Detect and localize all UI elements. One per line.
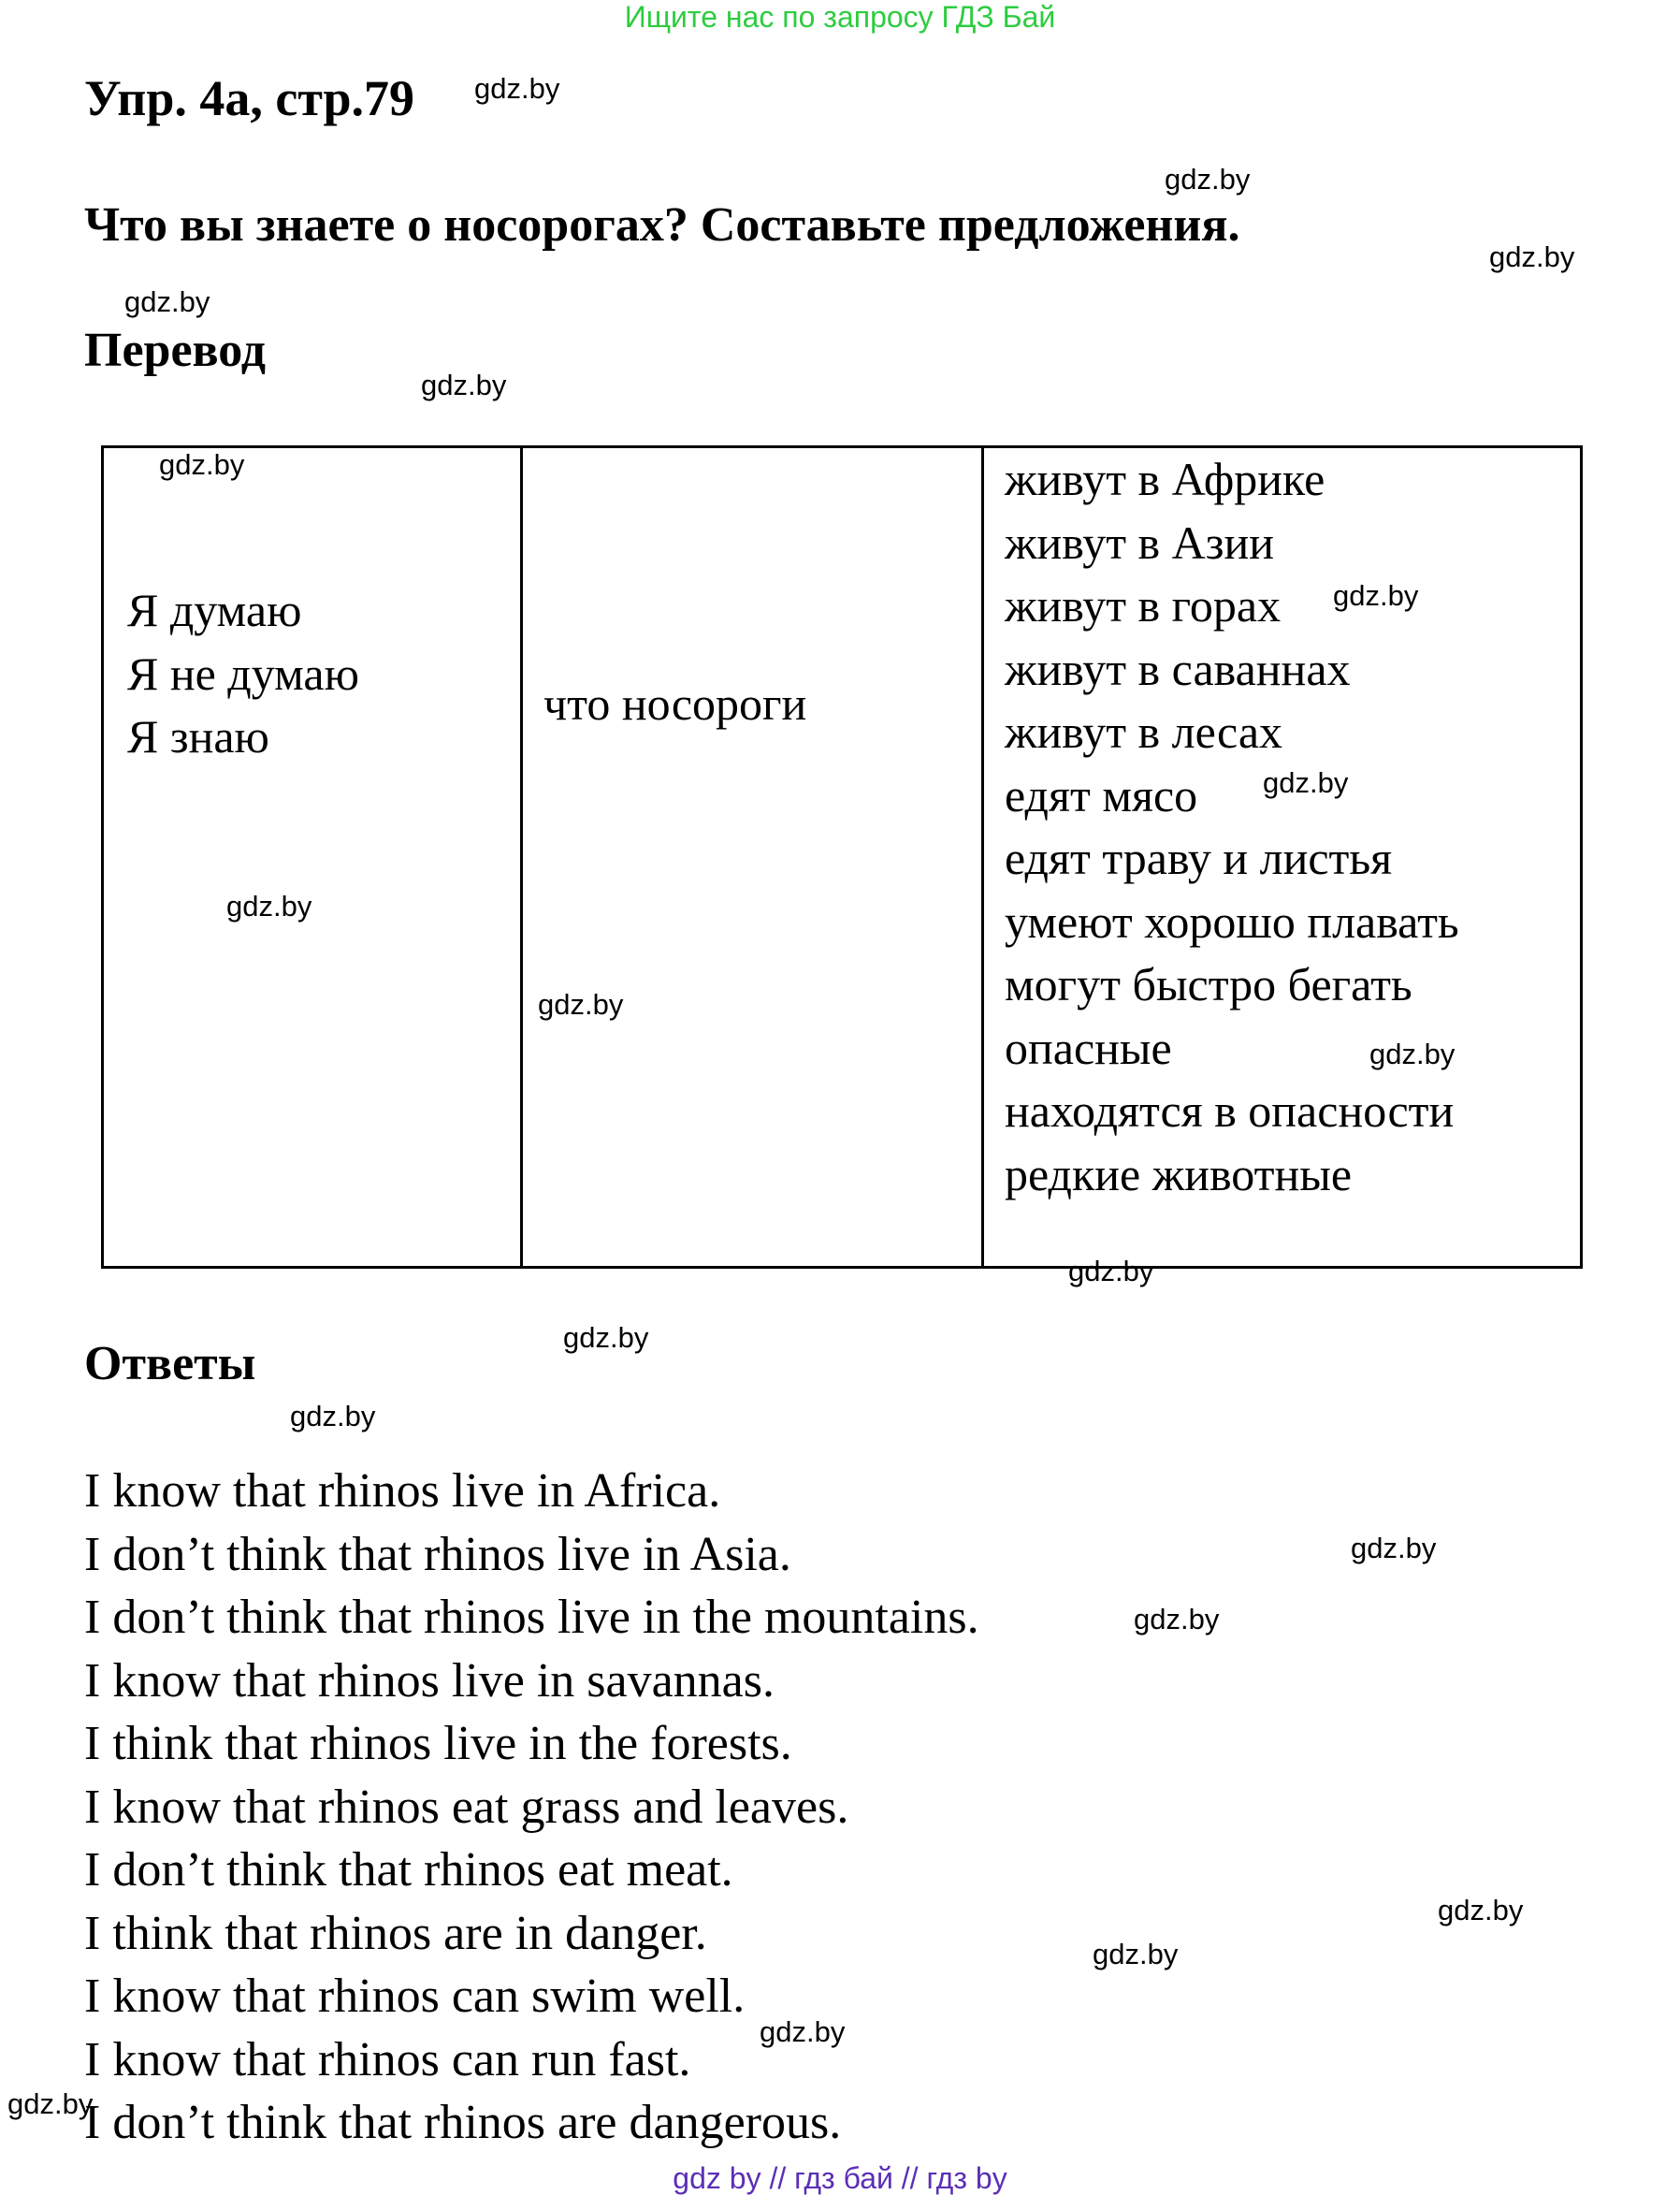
watermark: gdz.by <box>563 1321 649 1354</box>
top-banner[interactable]: Ищите нас по запросу ГДЗ Бай <box>624 0 1056 34</box>
answer-line: I know that rhinos can run fast. <box>84 2032 691 2086</box>
watermark: gdz.by <box>1333 579 1419 612</box>
table-cell: живут в Африке <box>1005 453 1325 505</box>
answer-line: I think that rhinos live in the forests. <box>84 1717 792 1770</box>
watermark: gdz.by <box>1093 1938 1179 1970</box>
answer-line: I know that rhinos can swim well. <box>84 1970 746 2023</box>
answer-line: I know that rhinos live in Africa. <box>84 1464 721 1518</box>
table-cell: умеют хорошо плавать <box>1005 894 1459 948</box>
table-cell: Я не думаю <box>127 647 359 700</box>
watermark: gdz.by <box>1068 1255 1154 1287</box>
watermark: gdz.by <box>474 72 560 105</box>
table-cell: живут в Азии <box>1005 516 1275 569</box>
table-cell: редкие животные <box>1005 1147 1353 1200</box>
watermark: gdz.by <box>1351 1532 1437 1564</box>
watermark: gdz.by <box>226 890 312 923</box>
watermark: gdz.by <box>1263 766 1349 799</box>
answer-line: I know that rhinos eat grass and leaves. <box>84 1780 849 1834</box>
watermark: gdz.by <box>1489 240 1575 273</box>
table-cell: опасные <box>1005 1021 1172 1074</box>
answer-line: I don’t think that rhinos live in Asia. <box>84 1527 791 1581</box>
task-heading: Что вы знаете о носорогах? Составьте предложения. <box>84 198 1240 252</box>
answers-list <box>84 1460 979 2155</box>
translation-heading: Перевод <box>84 324 267 377</box>
table-cell: живут в лесах <box>1005 705 1283 758</box>
translation-table <box>101 445 1583 1269</box>
watermark: gdz.by <box>538 988 624 1021</box>
table-cell: находятся в опасности <box>1005 1084 1455 1137</box>
watermark: gdz.by <box>1165 163 1251 196</box>
table-cell: живут в горах <box>1005 579 1282 632</box>
table-cell: могут быстро бегать <box>1005 958 1412 1010</box>
watermark: gdz.by <box>290 1400 376 1432</box>
answer-line: I don’t think that rhinos are dangerous. <box>84 2096 842 2149</box>
watermark: gdz.by <box>159 448 245 481</box>
table-cell: Я думаю <box>127 584 302 636</box>
table-cell: едят траву и листья <box>1005 832 1393 884</box>
answers-heading: Ответы <box>84 1337 256 1390</box>
watermark: gdz.by <box>1438 1894 1524 1926</box>
watermark: gdz.by <box>1134 1603 1220 1635</box>
watermark: gdz.by <box>1369 1038 1456 1070</box>
footer-links[interactable]: gdz by // гдз бай // гдз by <box>673 2161 1007 2195</box>
watermark: gdz.by <box>421 369 507 401</box>
table-cell: живут в саваннах <box>1005 642 1351 695</box>
exercise-title: Упр. 4а, стр.79 <box>84 70 415 126</box>
watermark: gdz.by <box>124 285 210 318</box>
table-cell: что носороги <box>543 677 807 730</box>
answer-line: I know that rhinos live in savannas. <box>84 1653 775 1708</box>
answer-line: I think that rhinos are in danger. <box>84 1906 707 1960</box>
table-column-subject <box>104 448 520 1266</box>
table-cell: Я знаю <box>127 710 269 763</box>
watermark: gdz.by <box>7 2087 94 2120</box>
table-cell: едят мясо <box>1005 768 1198 821</box>
answer-line: I don’t think that rhinos eat meat. <box>84 1843 733 1897</box>
watermark: gdz.by <box>760 2015 846 2048</box>
table-column-predicates <box>981 448 1580 1266</box>
answer-line: I don’t think that rhinos live in the mountains. <box>84 1591 979 1644</box>
table-column-connector <box>520 448 981 1266</box>
